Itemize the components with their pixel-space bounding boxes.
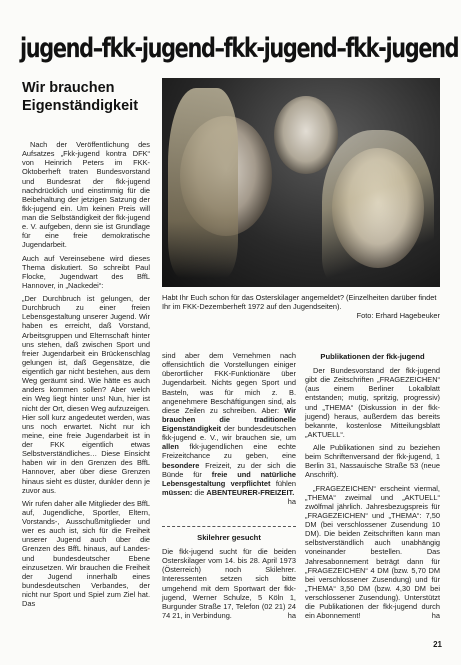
- paragraph: Nach der Veröffentlichung des Aufsatzes „Fkk-jugend kontra DFK“ von Heinrich Peters im FKK-Oktoberheft traten Bundesvorstand und Bundesrat der fkk-jugend nachdrücklich und einstimmig für die Beibehaltung der jetzigen Satzung der fkk-jugend ein. Um keinen Preis will man die Selbständigkeit der fkk-jugend e. V. aufgeben, denn sie ist Grundlage für eine freie demokratische Jugendarbeit.: [22, 140, 150, 250]
- photo-credit: Foto: Erhard Hagebeuker: [356, 311, 440, 321]
- photo-face-center: [274, 96, 338, 174]
- text-run: fkk-jugendlichen eine echte Freizeitchance zu geben, eine: [162, 442, 296, 461]
- ski-heading: Skilehrer gesucht: [197, 533, 261, 542]
- paragraph: [162, 351, 296, 506]
- paragraph: Der Bundesvorstand der fkk-jugend gibt die Zeitschriften „FRAGEZEICHEN“ (aus einem Berliner Lokalblatt entstanden; mutig, spritzig, progressiv) und „THEMA“ (Diskussion in der fkk-jugend) heraus, außerdem das bereits bekannte, kostenlose Mitteilungsblatt „AKTUELL“.: [305, 366, 440, 439]
- text-run: fühlen: [275, 478, 296, 488]
- emphasis: allen: [162, 442, 179, 452]
- paragraph: Auch auf Vereinsebene wird dieses Thema diskutiert. So schreibt Paul Flocke, Jugendwart des BffL Hannover, in „Nackedei“:: [22, 253, 150, 290]
- text-run: „FRAGEZEICHEN“ erscheint viermal, „THEMA“ zweimal und „AKTUELL“ zwölfmal jährlich. Jahresbezugspreis für „FRAGEZEICHEN“ und „THEMA“: 7,50 DM (bei verschlossener Zusendung 10 DM). Die beiden Zeitschriften kann man selbstverständlich auch unabhängig voneinander bestellen. Das Jahresabonnement beträgt dann für „FRAGEZEICHEN“ 4 DM (bzw. 5,70 DM bei verschlossener Zusendung) und für „THEMA“ 3,50 DM (bzw. 4,30 DM bei verschlossener Zusendung). Unterstützt die Publikationen der fkk-jugend durch ein Abonnement!: [305, 483, 440, 621]
- paragraph: Wir rufen daher alle Mitglieder des BffL auf, Jugendliche, Sportler, Eltern, Vorstands-, Ausschußmitglieder und wer es auch ist, sich für die Freiheit unserer Jugend auch über die Grenzen des BffL hinaus, auf Landes- und bundesdeutscher Ebene einzusetzen. Wir brauchen die Freiheit der Jugend innerhalb eines bundesdeutschen Verbandes, der nicht nur Sport und Spiel zum Ziel hat. Das: [22, 498, 150, 609]
- text-run: die: [194, 487, 205, 497]
- group-photo: [162, 78, 440, 287]
- paragraph: Alle Publikationen sind zu beziehen beim Schriftenversand der fkk-jugend, 1 Berlin 31, Nassauische Straße 53 (neue Anschrift).: [305, 443, 440, 480]
- text-run: der bundesdeutschen fkk-jugend e. V., wir brauchen sie, um: [162, 424, 296, 443]
- article-headline: Wir brauchen Eigenständigkeit: [22, 80, 139, 114]
- author-signature: ha: [287, 610, 296, 620]
- publications-column: [305, 366, 440, 624]
- emphasis: besondere: [162, 460, 200, 470]
- author-signature: ha: [287, 497, 296, 506]
- author-signature: ha: [431, 611, 440, 621]
- article-column-1: [22, 140, 150, 634]
- paragraph: [162, 547, 296, 620]
- section-banner: jugend–fkk-jugend–fkk-jugend–fkk-jugend: [20, 33, 459, 64]
- paragraph: [305, 484, 440, 621]
- paragraph: „Der Durchbruch ist gelungen, der Durchbruch zu einer freien Lebensgestaltung unserer Jugend. Wir haben es erreicht, daß Vorstand, Arbeitsgruppen und Elternschaft hinter uns stehen, daß zwischen Sport und freier Jugendarbeit ein Brückenschlag gelungen ist, daß Gegensätze, die eigentlich gar nicht bestehen, aus dem Weg geräumt sind. Wie hätte es auch anders kommen sollen? Aber welch ein Weg liegt hinter uns! Nun, hier ist nicht der Ort, diesen Weg aufzuzeigen. Hier soll kurz angedeutet werden, was uns noch erwartet. Nicht nur ich meine, eine freie Jugendarbeit ist in der FKK eigentlich etwas Selbstverständliches… Diese Einsicht haben wir in den Grenzen des BffL Hannover, aber über diese Grenzen hinaus sieht es düster, dunkler denn je zuvor aus.: [22, 294, 150, 495]
- photo-hair-right: [322, 130, 434, 287]
- emphasis: freie und natürliche Lebensgestaltung verpflichtet: [162, 469, 296, 488]
- photo-caption: [162, 293, 440, 321]
- emphasis: Wir brauchen die traditionelle Eigenständigkeit: [162, 405, 296, 433]
- emphasis: müssen:: [162, 487, 193, 497]
- text-run: Die fkk-jugend sucht für die beiden Osterskilager vom 14. bis 28. April 1973 (Österreich) noch Skilehrer. Interessenten setzen sich bitte umgehend mit dem Sportwart der fkk-jugend, Werner Schulze, 5 Köln 1, Burgunder Straße 17, Telefon (02 21) 24 74 21, in Verbindung.: [162, 547, 296, 620]
- ski-box: [162, 547, 296, 624]
- publications-heading: Publikationen der fkk-jugend: [320, 352, 425, 361]
- text-run: Freizeit, zu der sich die Bünde für: [162, 460, 296, 479]
- caption-text: Habt Ihr Euch schon für das Osterskilager angemeldet? (Einzelheiten darüber findet Ihr im FKK-Dezemberheft 1972 auf den Jugendseiten).: [162, 293, 437, 312]
- divider: [162, 526, 296, 527]
- photo-hair-left: [168, 88, 238, 278]
- emphasis: ABENTEURER-FREIZEIT.: [206, 487, 295, 497]
- page-number: 21: [433, 640, 442, 649]
- text-run: sind aber dem Vernehmen nach offensichtlich die Vorstellungen einiger überortlicher FKK-Funktionäre über Jugendarbeit. Nichts gegen Sport und Basteln, was für mich z. B. angenehmere Beschäftigungen sind, als diese Zeilen zu schreiben. Aber:: [162, 351, 296, 415]
